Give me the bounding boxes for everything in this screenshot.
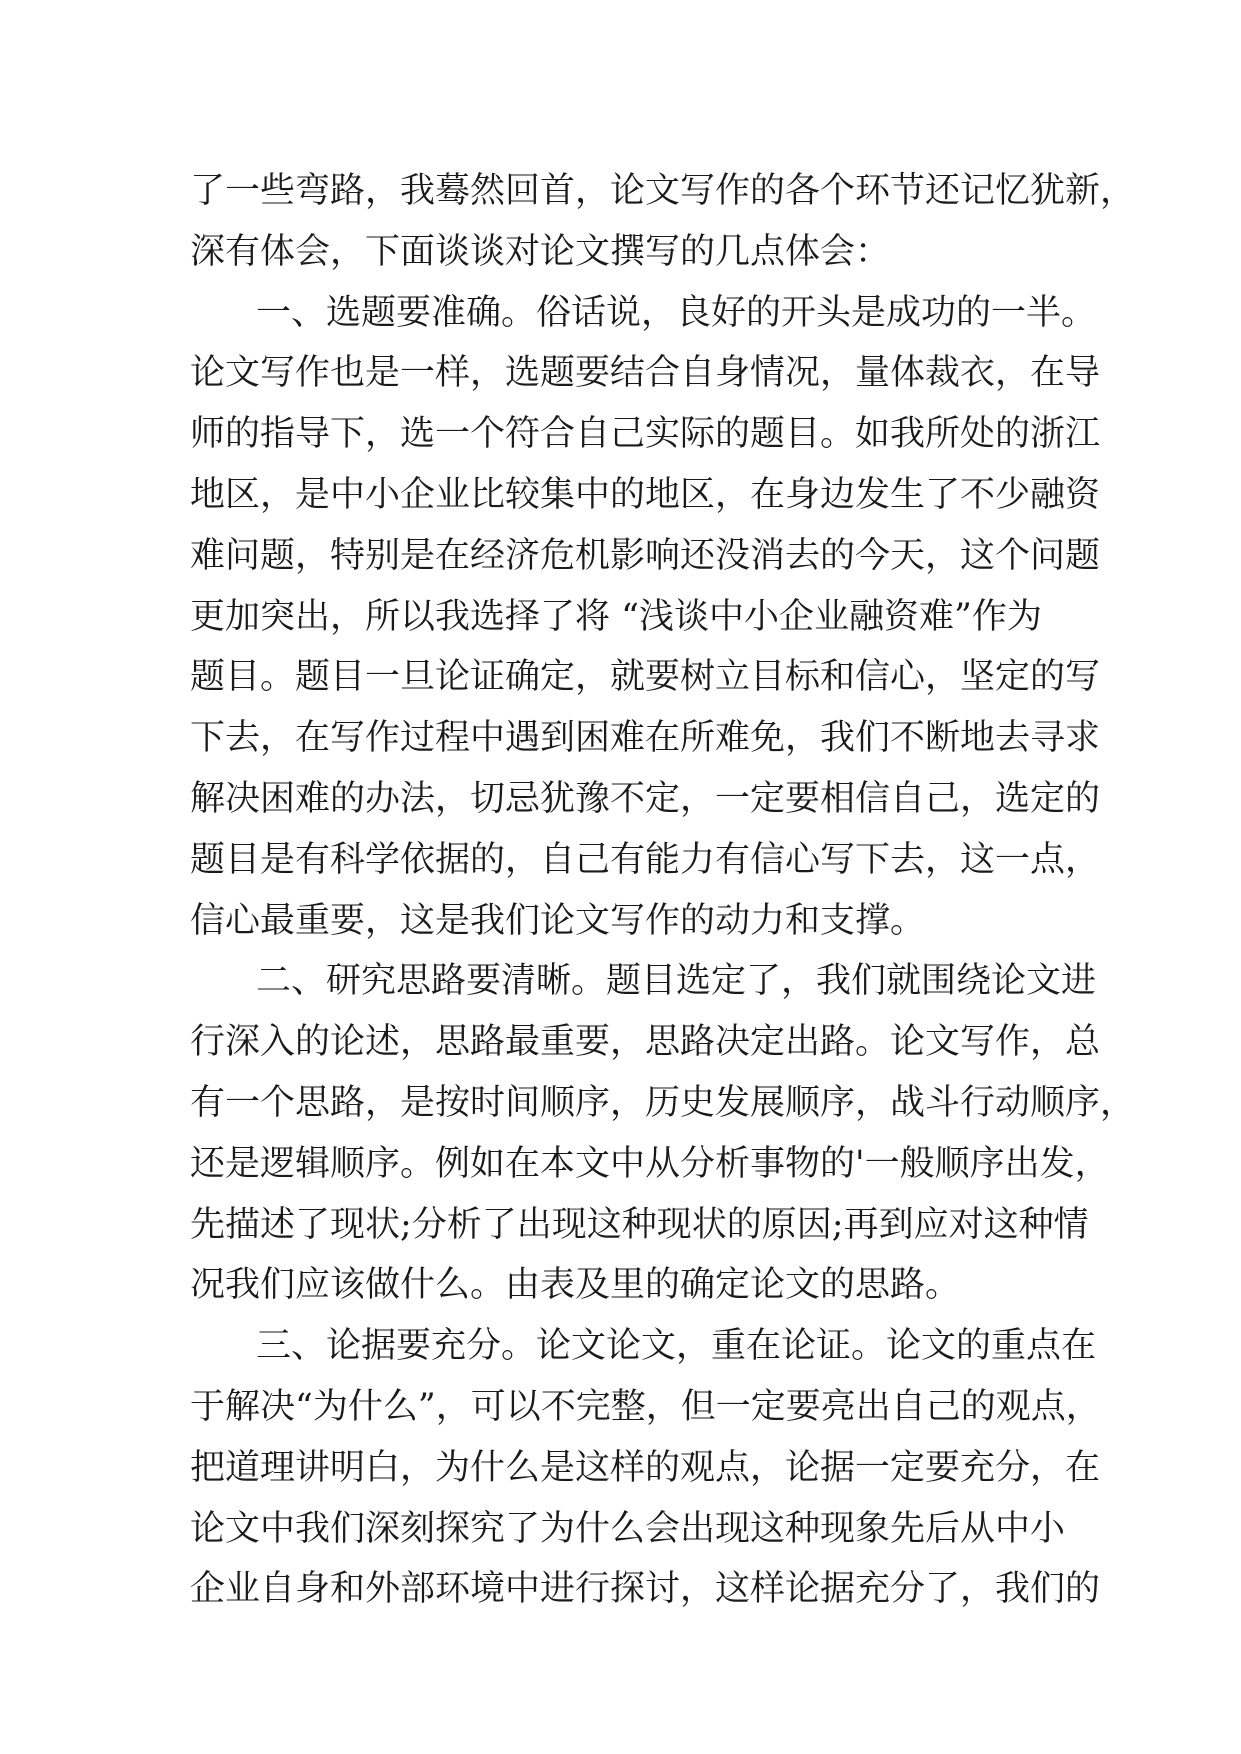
section-heading-line: 三、论据要充分。论文论文，重在论证。论文的重点在 xyxy=(256,1326,1097,1367)
text-line: 行深入的论述，思路最重要，思路决定出路。论文写作，总 xyxy=(190,1022,1101,1063)
text-line: 了一些弯路，我蓦然回首，论文写作的各个环节还记忆犹新， xyxy=(190,171,1136,211)
text-line: 题目是有科学依据的，自己有能力有信心写下去，这一点， xyxy=(190,839,1101,880)
text-line: 信心最重要，这是我们论文写作的动力和支撑。 xyxy=(190,900,926,941)
text-line: 先描述了现状;分析了出现这种现状的原因;再到应对这种情 xyxy=(190,1204,1089,1245)
section-heading-line: 一、选题要准确。俗话说，良好的开头是成功的一半。 xyxy=(256,292,1097,333)
text-line: 有一个思路，是按时间顺序，历史发展顺序，战斗行动顺序， xyxy=(190,1082,1136,1123)
text-line: 于解决“为什么”，可以不完整，但一定要亮出自己的观点， xyxy=(190,1386,1101,1427)
text-line: 论文写作也是一样，选题要结合自身情况，量体裁衣，在导 xyxy=(190,353,1101,394)
text-line: 企业自身和外部环境中进行探讨，这样论据充分了，我们的 xyxy=(190,1569,1101,1610)
section-heading-line: 二、研究思路要清晰。题目选定了，我们就围绕论文进 xyxy=(256,961,1097,1002)
text-line: 还是逻辑顺序。例如在本文中从分析事物的'一般顺序出发， xyxy=(190,1143,1110,1184)
text-line: 把道理讲明白，为什么是这样的观点，论据一定要充分，在 xyxy=(190,1447,1101,1488)
body-text xyxy=(190,161,1136,1620)
text-line: 难问题，特别是在经济危机影响还没消去的今天，这个问题 xyxy=(190,535,1101,576)
text-line: 地区，是中小企业比较集中的地区，在身边发生了不少融资 xyxy=(190,474,1101,515)
text-line: 更加突出，所以我选择了将 “浅谈中小企业融资难”作为 xyxy=(190,596,1042,637)
text-line: 况我们应该做什么。由表及里的确定论文的思路。 xyxy=(190,1265,961,1306)
text-line: 深有体会，下面谈谈对论文撰写的几点体会： xyxy=(190,231,891,272)
text-line: 师的指导下，选一个符合自己实际的题目。如我所处的浙江 xyxy=(190,414,1101,455)
text-line: 论文中我们深刻探究了为什么会出现这种现象先后从中小 xyxy=(190,1508,1066,1549)
text-line: 解决困难的办法，切忌犹豫不定，一定要相信自己，选定的 xyxy=(190,778,1101,819)
text-line: 下去，在写作过程中遇到困难在所难免，我们不断地去寻求 xyxy=(190,718,1101,759)
text-line: 题目。题目一旦论证确定，就要树立目标和信心，坚定的写 xyxy=(190,657,1101,698)
